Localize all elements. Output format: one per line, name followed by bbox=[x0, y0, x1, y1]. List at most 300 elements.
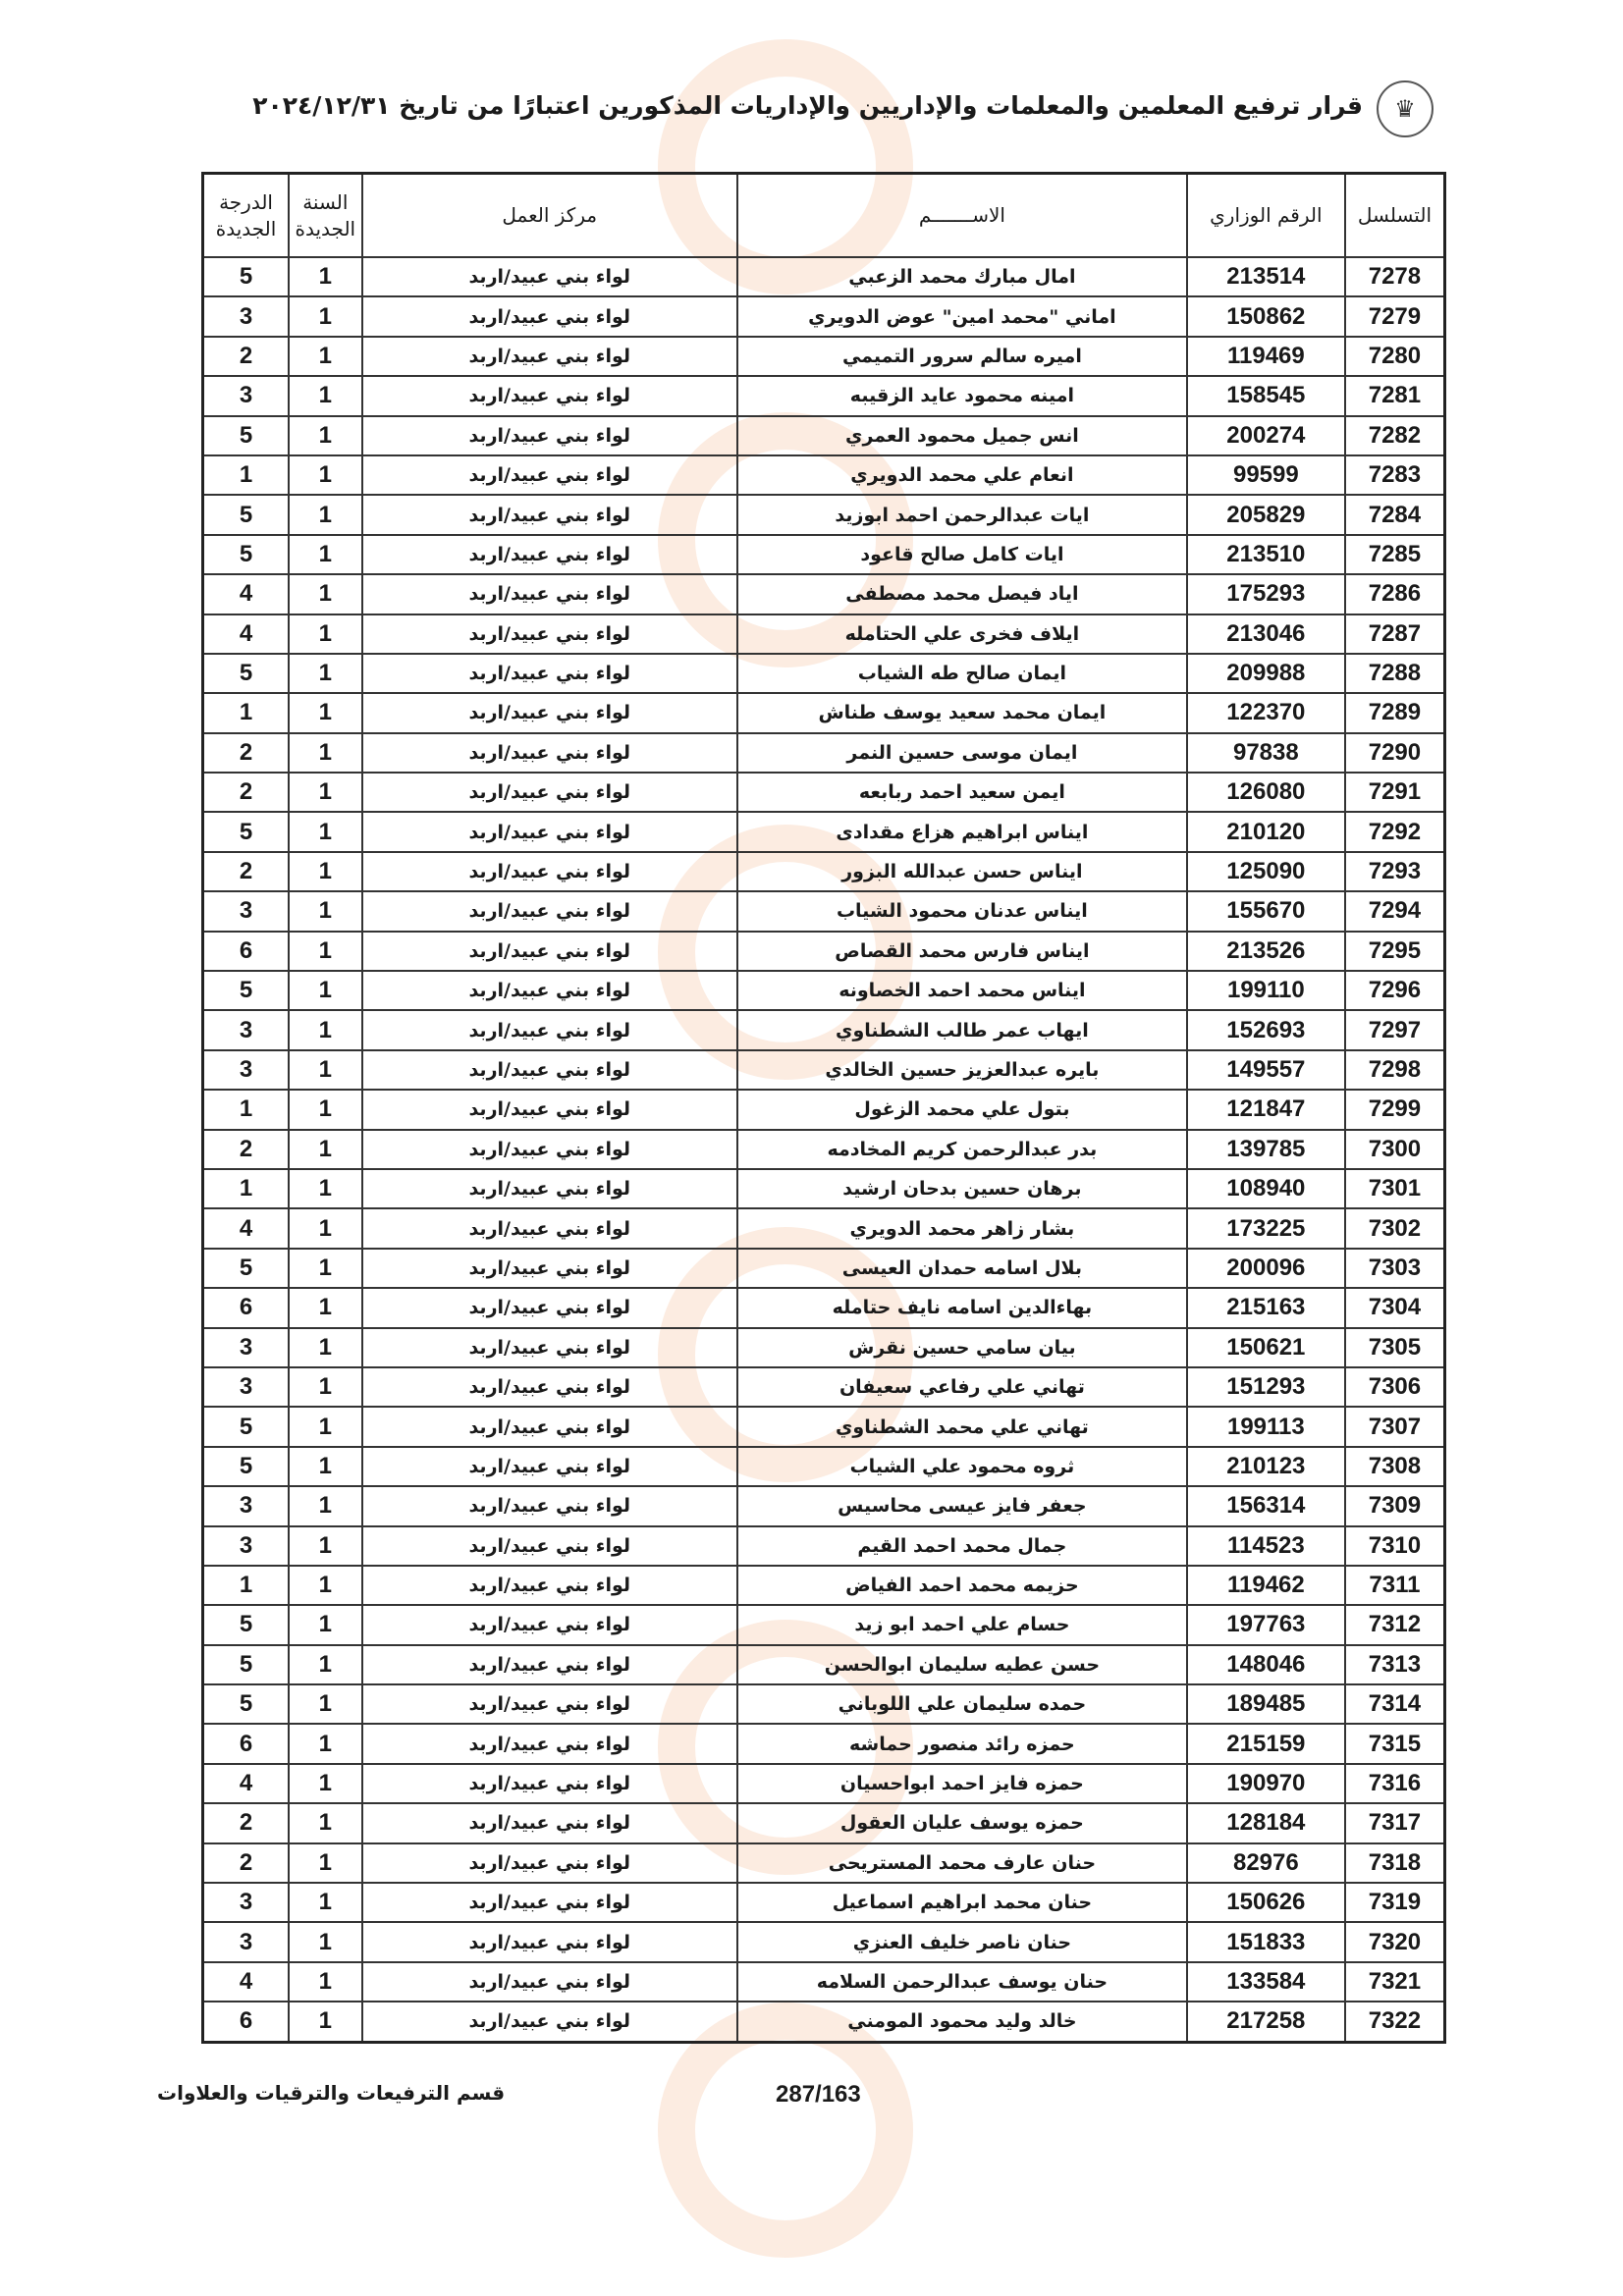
cell-serial: 7287 bbox=[1345, 614, 1445, 654]
cell-workplace: لواء بني عبيد/اربد bbox=[362, 337, 737, 376]
cell-new-year: 1 bbox=[289, 1566, 361, 1605]
cell-serial: 7286 bbox=[1345, 574, 1445, 614]
cell-ministry-no: 215159 bbox=[1187, 1724, 1345, 1763]
cell-new-year: 1 bbox=[289, 1486, 361, 1525]
cell-new-grade: 4 bbox=[203, 614, 290, 654]
cell-name: ايلاف فخرى علي الحتامله bbox=[737, 614, 1187, 654]
col-new-grade: الدرجة الجديدة bbox=[203, 174, 290, 258]
table-row bbox=[203, 337, 1445, 376]
cell-name: ايناس حسن عبدالله البزور bbox=[737, 852, 1187, 891]
cell-name: بيان سامي حسين نقرش bbox=[737, 1328, 1187, 1367]
cell-new-year: 1 bbox=[289, 971, 361, 1010]
cell-name: حمده سليمان علي اللوباني bbox=[737, 1684, 1187, 1724]
cell-serial: 7302 bbox=[1345, 1208, 1445, 1248]
cell-name: حمزه يوسف عليان العقول bbox=[737, 1803, 1187, 1842]
table-row bbox=[203, 1922, 1445, 1961]
cell-ministry-no: 158545 bbox=[1187, 376, 1345, 415]
cell-name: جمال محمد احمد القيم bbox=[737, 1526, 1187, 1566]
cell-serial: 7311 bbox=[1345, 1566, 1445, 1605]
cell-new-year: 1 bbox=[289, 693, 361, 732]
cell-new-year: 1 bbox=[289, 773, 361, 812]
cell-workplace: لواء بني عبيد/اربد bbox=[362, 257, 737, 296]
table-row bbox=[203, 1367, 1445, 1407]
cell-workplace: لواء بني عبيد/اربد bbox=[362, 1130, 737, 1169]
cell-serial: 7316 bbox=[1345, 1764, 1445, 1803]
table-row bbox=[203, 1883, 1445, 1922]
cell-new-grade: 1 bbox=[203, 1090, 290, 1129]
cell-new-year: 1 bbox=[289, 1288, 361, 1327]
cell-serial: 7306 bbox=[1345, 1367, 1445, 1407]
cell-serial: 7297 bbox=[1345, 1010, 1445, 1049]
cell-ministry-no: 121847 bbox=[1187, 1090, 1345, 1129]
cell-new-grade: 4 bbox=[203, 1962, 290, 2002]
cell-new-grade: 3 bbox=[203, 1367, 290, 1407]
cell-new-grade: 2 bbox=[203, 1803, 290, 1842]
table-row bbox=[203, 1208, 1445, 1248]
cell-ministry-no: 175293 bbox=[1187, 574, 1345, 614]
cell-workplace: لواء بني عبيد/اربد bbox=[362, 1645, 737, 1684]
cell-serial: 7296 bbox=[1345, 971, 1445, 1010]
cell-serial: 7300 bbox=[1345, 1130, 1445, 1169]
cell-new-year: 1 bbox=[289, 1090, 361, 1129]
cell-serial: 7320 bbox=[1345, 1922, 1445, 1961]
cell-new-grade: 4 bbox=[203, 574, 290, 614]
cell-serial: 7304 bbox=[1345, 1288, 1445, 1327]
cell-workplace: لواء بني عبيد/اربد bbox=[362, 1764, 737, 1803]
table-row bbox=[203, 495, 1445, 534]
cell-ministry-no: 210123 bbox=[1187, 1447, 1345, 1486]
cell-ministry-no: 213046 bbox=[1187, 614, 1345, 654]
cell-new-grade: 2 bbox=[203, 337, 290, 376]
cell-serial: 7279 bbox=[1345, 296, 1445, 336]
cell-workplace: لواء بني عبيد/اربد bbox=[362, 852, 737, 891]
table-row bbox=[203, 1566, 1445, 1605]
col-new-year: السنة الجديدة bbox=[289, 174, 361, 258]
cell-new-year: 1 bbox=[289, 257, 361, 296]
cell-new-year: 1 bbox=[289, 1130, 361, 1169]
cell-serial: 7305 bbox=[1345, 1328, 1445, 1367]
table-row bbox=[203, 812, 1445, 851]
cell-ministry-no: 125090 bbox=[1187, 852, 1345, 891]
cell-serial: 7315 bbox=[1345, 1724, 1445, 1763]
cell-new-year: 1 bbox=[289, 852, 361, 891]
cell-ministry-no: 149557 bbox=[1187, 1050, 1345, 1090]
cell-workplace: لواء بني عبيد/اربد bbox=[362, 733, 737, 773]
cell-new-year: 1 bbox=[289, 1010, 361, 1049]
table-row bbox=[203, 416, 1445, 455]
cell-new-grade: 1 bbox=[203, 455, 290, 495]
cell-serial: 7293 bbox=[1345, 852, 1445, 891]
cell-ministry-no: 151833 bbox=[1187, 1922, 1345, 1961]
cell-new-grade: 3 bbox=[203, 891, 290, 931]
cell-serial: 7294 bbox=[1345, 891, 1445, 931]
cell-name: ايات كامل صالح قاعود bbox=[737, 535, 1187, 574]
table-row bbox=[203, 535, 1445, 574]
cell-new-grade: 1 bbox=[203, 1169, 290, 1208]
cell-new-grade: 3 bbox=[203, 1883, 290, 1922]
cell-ministry-no: 150862 bbox=[1187, 296, 1345, 336]
cell-ministry-no: 114523 bbox=[1187, 1526, 1345, 1566]
cell-new-grade: 3 bbox=[203, 1486, 290, 1525]
cell-new-year: 1 bbox=[289, 535, 361, 574]
cell-name: حسام علي احمد ابو زيد bbox=[737, 1605, 1187, 1644]
cell-ministry-no: 215163 bbox=[1187, 1288, 1345, 1327]
cell-ministry-no: 200274 bbox=[1187, 416, 1345, 455]
ministry-logo-icon: ♛ bbox=[1377, 80, 1434, 137]
cell-workplace: لواء بني عبيد/اربد bbox=[362, 1050, 737, 1090]
cell-workplace: لواء بني عبيد/اربد bbox=[362, 1526, 737, 1566]
cell-new-year: 1 bbox=[289, 1883, 361, 1922]
cell-serial: 7278 bbox=[1345, 257, 1445, 296]
cell-serial: 7291 bbox=[1345, 773, 1445, 812]
table-header-row bbox=[203, 174, 1445, 258]
cell-new-grade: 6 bbox=[203, 2002, 290, 2042]
cell-ministry-no: 210120 bbox=[1187, 812, 1345, 851]
table-row bbox=[203, 891, 1445, 931]
cell-new-grade: 5 bbox=[203, 654, 290, 693]
cell-ministry-no: 197763 bbox=[1187, 1605, 1345, 1644]
cell-workplace: لواء بني عبيد/اربد bbox=[362, 932, 737, 971]
cell-workplace: لواء بني عبيد/اربد bbox=[362, 1962, 737, 2002]
cell-workplace: لواء بني عبيد/اربد bbox=[362, 1566, 737, 1605]
cell-new-year: 1 bbox=[289, 891, 361, 931]
cell-name: تهاني علي محمد الشطناوي bbox=[737, 1407, 1187, 1446]
cell-new-grade: 5 bbox=[203, 1249, 290, 1288]
cell-new-year: 1 bbox=[289, 1962, 361, 2002]
cell-name: بتول علي محمد الزغول bbox=[737, 1090, 1187, 1129]
cell-workplace: لواء بني عبيد/اربد bbox=[362, 812, 737, 851]
cell-serial: 7321 bbox=[1345, 1962, 1445, 2002]
cell-new-grade: 5 bbox=[203, 257, 290, 296]
cell-name: ثروه محمود علي الشياب bbox=[737, 1447, 1187, 1486]
cell-workplace: لواء بني عبيد/اربد bbox=[362, 416, 737, 455]
cell-workplace: لواء بني عبيد/اربد bbox=[362, 495, 737, 534]
cell-name: ايناس ابراهيم هزاع مقدادى bbox=[737, 812, 1187, 851]
cell-serial: 7285 bbox=[1345, 535, 1445, 574]
table-row bbox=[203, 257, 1445, 296]
document-title: قرار ترفيع المعلمين والمعلمات والإداريين والإداريات المذكورين اعتبارًا من تاريخ ٢٠٢٤/١٢/٣١ bbox=[252, 91, 1363, 120]
cell-new-year: 1 bbox=[289, 1922, 361, 1961]
cell-serial: 7282 bbox=[1345, 416, 1445, 455]
cell-workplace: لواء بني عبيد/اربد bbox=[362, 971, 737, 1010]
table-row bbox=[203, 1010, 1445, 1049]
cell-name: حسن عطيه سليمان ابوالحسن bbox=[737, 1645, 1187, 1684]
cell-workplace: لواء بني عبيد/اربد bbox=[362, 1486, 737, 1525]
cell-new-grade: 3 bbox=[203, 1010, 290, 1049]
cell-name: حمزه فايز احمد ابواحسيان bbox=[737, 1764, 1187, 1803]
cell-new-year: 1 bbox=[289, 1684, 361, 1724]
cell-name: انعام علي محمد الدويري bbox=[737, 455, 1187, 495]
cell-name: حنان عارف محمد المستريحى bbox=[737, 1843, 1187, 1883]
table-row bbox=[203, 1328, 1445, 1367]
cell-workplace: لواء بني عبيد/اربد bbox=[362, 1288, 737, 1327]
cell-ministry-no: 133584 bbox=[1187, 1962, 1345, 2002]
cell-ministry-no: 209988 bbox=[1187, 654, 1345, 693]
cell-name: امينه محمود عايد الزقيبه bbox=[737, 376, 1187, 415]
cell-ministry-no: 126080 bbox=[1187, 773, 1345, 812]
cell-new-year: 1 bbox=[289, 1328, 361, 1367]
table-row bbox=[203, 455, 1445, 495]
cell-workplace: لواء بني عبيد/اربد bbox=[362, 1010, 737, 1049]
cell-serial: 7284 bbox=[1345, 495, 1445, 534]
cell-workplace: لواء بني عبيد/اربد bbox=[362, 455, 737, 495]
cell-new-grade: 5 bbox=[203, 812, 290, 851]
cell-workplace: لواء بني عبيد/اربد bbox=[362, 891, 737, 931]
cell-new-grade: 5 bbox=[203, 1684, 290, 1724]
cell-new-year: 1 bbox=[289, 1764, 361, 1803]
cell-ministry-no: 151293 bbox=[1187, 1367, 1345, 1407]
cell-name: ايمان موسى حسين النمر bbox=[737, 733, 1187, 773]
cell-new-grade: 6 bbox=[203, 1288, 290, 1327]
cell-name: حنان ناصر خليف العنزي bbox=[737, 1922, 1187, 1961]
cell-serial: 7290 bbox=[1345, 733, 1445, 773]
table-row bbox=[203, 1130, 1445, 1169]
page-number: 287/163 bbox=[776, 2081, 861, 2108]
cell-serial: 7303 bbox=[1345, 1249, 1445, 1288]
cell-name: اميره سالم سرور التميمي bbox=[737, 337, 1187, 376]
cell-ministry-no: 173225 bbox=[1187, 1208, 1345, 1248]
table-row bbox=[203, 1169, 1445, 1208]
cell-name: اماني "محمد امين" عوض الدويري bbox=[737, 296, 1187, 336]
cell-ministry-no: 190970 bbox=[1187, 1764, 1345, 1803]
cell-new-grade: 3 bbox=[203, 1922, 290, 1961]
cell-workplace: لواء بني عبيد/اربد bbox=[362, 1169, 737, 1208]
cell-workplace: لواء بني عبيد/اربد bbox=[362, 376, 737, 415]
cell-new-year: 1 bbox=[289, 1526, 361, 1566]
cell-new-grade: 5 bbox=[203, 1447, 290, 1486]
cell-workplace: لواء بني عبيد/اربد bbox=[362, 1407, 737, 1446]
cell-ministry-no: 150621 bbox=[1187, 1328, 1345, 1367]
cell-serial: 7309 bbox=[1345, 1486, 1445, 1525]
cell-ministry-no: 97838 bbox=[1187, 733, 1345, 773]
cell-name: حنان محمد ابراهيم اسماعيل bbox=[737, 1883, 1187, 1922]
cell-new-grade: 3 bbox=[203, 1526, 290, 1566]
cell-serial: 7310 bbox=[1345, 1526, 1445, 1566]
cell-serial: 7312 bbox=[1345, 1605, 1445, 1644]
cell-name: بدر عبدالرحمن كريم المخادمه bbox=[737, 1130, 1187, 1169]
cell-ministry-no: 217258 bbox=[1187, 2002, 1345, 2042]
cell-serial: 7307 bbox=[1345, 1407, 1445, 1446]
table-row bbox=[203, 1764, 1445, 1803]
table-row bbox=[203, 1407, 1445, 1446]
cell-ministry-no: 82976 bbox=[1187, 1843, 1345, 1883]
cell-new-year: 1 bbox=[289, 1249, 361, 1288]
cell-new-grade: 2 bbox=[203, 1843, 290, 1883]
cell-new-year: 1 bbox=[289, 1803, 361, 1842]
cell-name: جعفر فايز عيسى محاسيس bbox=[737, 1486, 1187, 1525]
cell-new-year: 1 bbox=[289, 2002, 361, 2042]
department-name: قسم الترفيعات والترقيات والعلاوات bbox=[157, 2081, 506, 2105]
cell-serial: 7292 bbox=[1345, 812, 1445, 851]
cell-new-year: 1 bbox=[289, 1724, 361, 1763]
cell-new-year: 1 bbox=[289, 495, 361, 534]
cell-name: اياد فيصل محمد مصطفى bbox=[737, 574, 1187, 614]
promotions-table bbox=[201, 172, 1446, 2044]
cell-ministry-no: 108940 bbox=[1187, 1169, 1345, 1208]
cell-name: ايمن سعيد احمد ربابعه bbox=[737, 773, 1187, 812]
cell-serial: 7281 bbox=[1345, 376, 1445, 415]
table-row bbox=[203, 1249, 1445, 1288]
document-header bbox=[196, 80, 1424, 139]
cell-name: ايمان صالح طه الشياب bbox=[737, 654, 1187, 693]
table-row bbox=[203, 932, 1445, 971]
table-row bbox=[203, 1684, 1445, 1724]
cell-new-grade: 5 bbox=[203, 416, 290, 455]
table-row bbox=[203, 852, 1445, 891]
cell-ministry-no: 205829 bbox=[1187, 495, 1345, 534]
cell-new-grade: 6 bbox=[203, 1724, 290, 1763]
table-row bbox=[203, 773, 1445, 812]
table-row bbox=[203, 654, 1445, 693]
cell-new-grade: 2 bbox=[203, 852, 290, 891]
cell-new-grade: 2 bbox=[203, 1130, 290, 1169]
cell-new-year: 1 bbox=[289, 1447, 361, 1486]
cell-name: بهاءالدين اسامه نايف حتامله bbox=[737, 1288, 1187, 1327]
cell-workplace: لواء بني عبيد/اربد bbox=[362, 1249, 737, 1288]
table-row bbox=[203, 1486, 1445, 1525]
cell-new-grade: 3 bbox=[203, 1328, 290, 1367]
cell-serial: 7322 bbox=[1345, 2002, 1445, 2042]
cell-workplace: لواء بني عبيد/اربد bbox=[362, 1605, 737, 1644]
cell-new-year: 1 bbox=[289, 1407, 361, 1446]
cell-ministry-no: 213526 bbox=[1187, 932, 1345, 971]
cell-new-year: 1 bbox=[289, 574, 361, 614]
cell-workplace: لواء بني عبيد/اربد bbox=[362, 1328, 737, 1367]
cell-name: بشار زاهر محمد الدويري bbox=[737, 1208, 1187, 1248]
cell-name: ايناس محمد احمد الخصاونه bbox=[737, 971, 1187, 1010]
cell-ministry-no: 119462 bbox=[1187, 1566, 1345, 1605]
cell-workplace: لواء بني عبيد/اربد bbox=[362, 1684, 737, 1724]
table-row bbox=[203, 693, 1445, 732]
cell-new-year: 1 bbox=[289, 1367, 361, 1407]
cell-serial: 7301 bbox=[1345, 1169, 1445, 1208]
col-workplace: مركز العمل bbox=[362, 174, 737, 258]
cell-new-year: 1 bbox=[289, 416, 361, 455]
cell-ministry-no: 199110 bbox=[1187, 971, 1345, 1010]
cell-serial: 7317 bbox=[1345, 1803, 1445, 1842]
cell-name: ايناس فارس محمد القصاص bbox=[737, 932, 1187, 971]
cell-serial: 7295 bbox=[1345, 932, 1445, 971]
col-ministry-no: الرقم الوزاري bbox=[1187, 174, 1345, 258]
cell-serial: 7299 bbox=[1345, 1090, 1445, 1129]
cell-name: ايات عبدالرحمن احمد ابوزيد bbox=[737, 495, 1187, 534]
cell-ministry-no: 99599 bbox=[1187, 455, 1345, 495]
cell-serial: 7289 bbox=[1345, 693, 1445, 732]
cell-workplace: لواء بني عبيد/اربد bbox=[362, 1883, 737, 1922]
cell-workplace: لواء بني عبيد/اربد bbox=[362, 2002, 737, 2042]
cell-new-year: 1 bbox=[289, 812, 361, 851]
cell-new-year: 1 bbox=[289, 1050, 361, 1090]
cell-new-grade: 5 bbox=[203, 1645, 290, 1684]
table-row bbox=[203, 733, 1445, 773]
cell-new-grade: 4 bbox=[203, 1208, 290, 1248]
cell-workplace: لواء بني عبيد/اربد bbox=[362, 535, 737, 574]
cell-serial: 7298 bbox=[1345, 1050, 1445, 1090]
table-row bbox=[203, 971, 1445, 1010]
table-row bbox=[203, 1526, 1445, 1566]
cell-new-grade: 3 bbox=[203, 376, 290, 415]
table-row bbox=[203, 1962, 1445, 2002]
cell-name: انس جميل محمود العمري bbox=[737, 416, 1187, 455]
cell-ministry-no: 213514 bbox=[1187, 257, 1345, 296]
table-row bbox=[203, 1803, 1445, 1842]
cell-serial: 7280 bbox=[1345, 337, 1445, 376]
cell-name: حنان يوسف عبدالرحمن السلامه bbox=[737, 1962, 1187, 2002]
table-row bbox=[203, 1724, 1445, 1763]
table-row bbox=[203, 1843, 1445, 1883]
cell-workplace: لواء بني عبيد/اربد bbox=[362, 654, 737, 693]
cell-serial: 7308 bbox=[1345, 1447, 1445, 1486]
cell-new-grade: 5 bbox=[203, 971, 290, 1010]
cell-name: بلال اسامه حمدان العيسى bbox=[737, 1249, 1187, 1288]
cell-new-grade: 1 bbox=[203, 1566, 290, 1605]
cell-name: ايمان محمد سعيد يوسف طناش bbox=[737, 693, 1187, 732]
cell-ministry-no: 200096 bbox=[1187, 1249, 1345, 1288]
cell-workplace: لواء بني عبيد/اربد bbox=[362, 693, 737, 732]
cell-ministry-no: 156314 bbox=[1187, 1486, 1345, 1525]
cell-serial: 7319 bbox=[1345, 1883, 1445, 1922]
cell-new-grade: 2 bbox=[203, 773, 290, 812]
cell-new-year: 1 bbox=[289, 1169, 361, 1208]
cell-workplace: لواء بني عبيد/اربد bbox=[362, 1447, 737, 1486]
cell-new-grade: 5 bbox=[203, 495, 290, 534]
cell-name: حزيمه محمد احمد الفياض bbox=[737, 1566, 1187, 1605]
table-row bbox=[203, 574, 1445, 614]
cell-ministry-no: 139785 bbox=[1187, 1130, 1345, 1169]
cell-new-year: 1 bbox=[289, 654, 361, 693]
cell-serial: 7283 bbox=[1345, 455, 1445, 495]
cell-workplace: لواء بني عبيد/اربد bbox=[362, 1208, 737, 1248]
cell-ministry-no: 150626 bbox=[1187, 1883, 1345, 1922]
cell-name: برهان حسين بدحان ارشيد bbox=[737, 1169, 1187, 1208]
table-row bbox=[203, 1645, 1445, 1684]
cell-new-grade: 3 bbox=[203, 1050, 290, 1090]
cell-new-grade: 4 bbox=[203, 1764, 290, 1803]
cell-ministry-no: 213510 bbox=[1187, 535, 1345, 574]
cell-workplace: لواء بني عبيد/اربد bbox=[362, 1367, 737, 1407]
cell-new-grade: 5 bbox=[203, 1605, 290, 1644]
table-row bbox=[203, 2002, 1445, 2042]
table-row bbox=[203, 1447, 1445, 1486]
cell-workplace: لواء بني عبيد/اربد bbox=[362, 1803, 737, 1842]
cell-workplace: لواء بني عبيد/اربد bbox=[362, 1843, 737, 1883]
cell-ministry-no: 199113 bbox=[1187, 1407, 1345, 1446]
cell-new-year: 1 bbox=[289, 614, 361, 654]
cell-ministry-no: 152693 bbox=[1187, 1010, 1345, 1049]
cell-serial: 7314 bbox=[1345, 1684, 1445, 1724]
cell-ministry-no: 128184 bbox=[1187, 1803, 1345, 1842]
cell-workplace: لواء بني عبيد/اربد bbox=[362, 574, 737, 614]
cell-name: خالد وليد محمود المومني bbox=[737, 2002, 1187, 2042]
cell-workplace: لواء بني عبيد/اربد bbox=[362, 1090, 737, 1129]
cell-name: امال مبارك محمد الزعبي bbox=[737, 257, 1187, 296]
col-serial: التسلسل bbox=[1345, 174, 1445, 258]
cell-new-grade: 5 bbox=[203, 535, 290, 574]
cell-ministry-no: 119469 bbox=[1187, 337, 1345, 376]
table-row bbox=[203, 614, 1445, 654]
cell-workplace: لواء بني عبيد/اربد bbox=[362, 1922, 737, 1961]
cell-ministry-no: 148046 bbox=[1187, 1645, 1345, 1684]
cell-new-grade: 6 bbox=[203, 932, 290, 971]
cell-workplace: لواء بني عبيد/اربد bbox=[362, 1724, 737, 1763]
table-row bbox=[203, 1050, 1445, 1090]
cell-new-grade: 2 bbox=[203, 733, 290, 773]
cell-serial: 7313 bbox=[1345, 1645, 1445, 1684]
cell-new-year: 1 bbox=[289, 1208, 361, 1248]
cell-ministry-no: 155670 bbox=[1187, 891, 1345, 931]
table-row bbox=[203, 1605, 1445, 1644]
cell-new-year: 1 bbox=[289, 455, 361, 495]
